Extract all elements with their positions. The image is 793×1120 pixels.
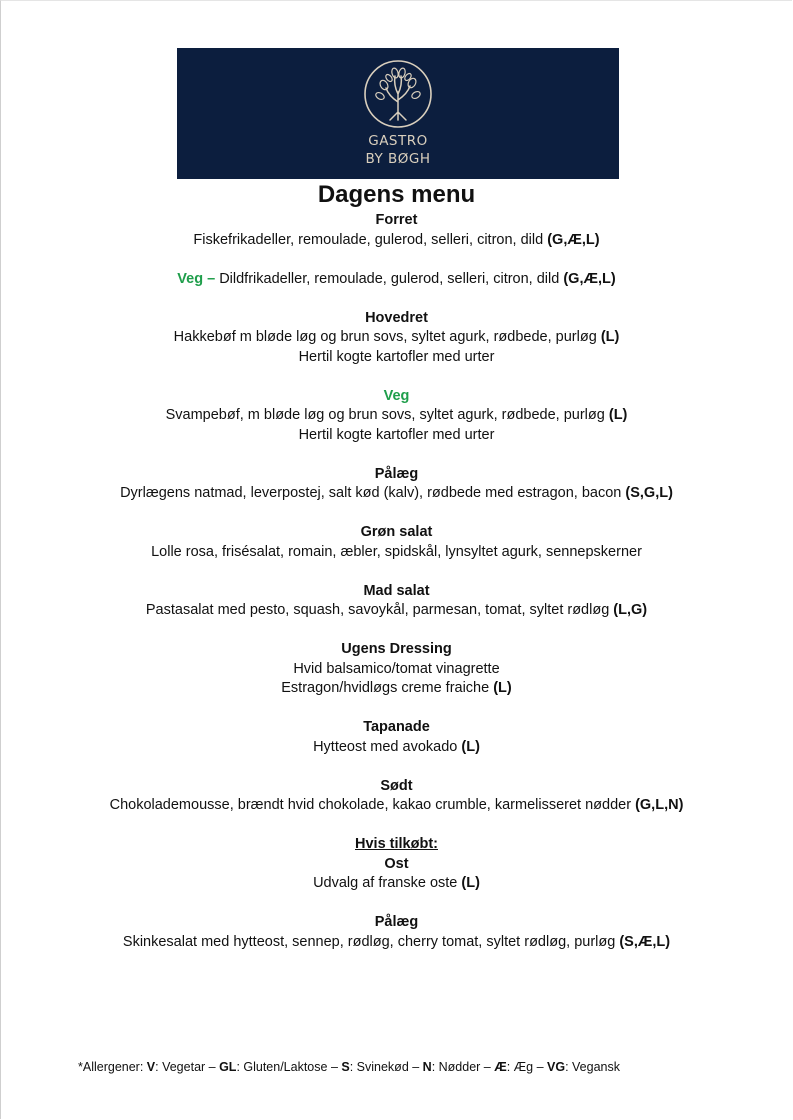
- menu-item: Skinkesalat med hytteost, sennep, rødløg, cherry tomat, syltet rødløg, purløg (S,Æ,L): [122, 933, 671, 950]
- allergen-code: (L): [493, 680, 512, 696]
- allergen-footnote: *Allergener: V: Vegetar – GL: Gluten/Laktose – S: Svinekød – N: Nødder – Æ: Æg – VG: Vegansk: [78, 1060, 620, 1074]
- allergen-code: (G,L,N): [635, 797, 684, 813]
- section-tapanade: [0, 718, 793, 757]
- allergen-code: (G,Æ,L): [547, 231, 600, 248]
- veg-heading: Veg: [383, 387, 410, 404]
- allergen-code: (S,Æ,L): [619, 933, 671, 950]
- section-heading: Hovedret: [365, 309, 428, 326]
- menu-side: Hertil kogte kartofler med urter: [298, 426, 495, 443]
- allergen-code: (L): [600, 329, 620, 345]
- allergen-code: (L): [461, 875, 480, 891]
- section-heading: Tapanade: [363, 719, 430, 735]
- menu-item: Hytteost med avokado (L): [313, 738, 480, 755]
- section-groen-salat: [0, 523, 793, 562]
- section-heading: Ost: [384, 855, 409, 872]
- allergen-code: (S,G,L): [625, 485, 673, 501]
- menu-content: [0, 211, 793, 952]
- menu-item: Dyrlægens natmad, leverpostej, salt kød (kalv), rødbede med estragon, bacon (S,G,L): [120, 485, 673, 501]
- section-heading: Pålæg: [374, 465, 419, 482]
- page-title: Dagens menu: [317, 181, 476, 208]
- logo-line-2: BY BØGH: [365, 151, 431, 167]
- section-heading: Sødt: [380, 777, 413, 794]
- section-hovedret: [0, 309, 793, 446]
- logo-banner: [177, 48, 619, 179]
- allergen-code: (L): [461, 738, 480, 755]
- section-heading: Mad salat: [363, 582, 430, 599]
- allergen-code: (L,G): [613, 602, 648, 618]
- section-dressing: [0, 640, 793, 699]
- logo-line-1: GASTRO: [368, 133, 428, 149]
- menu-item: Estragon/hvidløgs creme fraiche (L): [281, 680, 512, 696]
- allergen-code: (L): [608, 407, 628, 423]
- menu-item-veg: Svampebøf, m bløde løg og brun sovs, syltet agurk, rødbede, purløg (L): [165, 407, 628, 423]
- menu-item: Chokolademousse, brændt hvid chokolade, kakao crumble, karmelisseret nødder (G,L,N): [109, 797, 684, 813]
- section-tilkoebt: [0, 835, 793, 952]
- menu-item: Pastasalat med pesto, squash, savoykål, parmesan, tomat, syltet rødløg (L,G): [145, 602, 648, 618]
- menu-item: Udvalg af franske oste (L): [313, 875, 480, 891]
- menu-item-veg: Veg – Dildfrikadeller, remoulade, gulerod, selleri, citron, dild (G,Æ,L): [177, 270, 616, 287]
- menu-item: Hakkebøf m bløde løg og brun sovs, syltet agurk, rødbede, purløg (L): [173, 329, 620, 345]
- section-paalaeg: [0, 465, 793, 504]
- section-forret: [0, 211, 793, 289]
- section-heading-tilkoebt: Hvis tilkøbt:: [355, 836, 438, 852]
- allergen-code: (G,Æ,L): [563, 270, 616, 287]
- veg-label: Veg –: [177, 270, 220, 287]
- menu-item: Lolle rosa, frisésalat, romain, æbler, spidskål, lynsyltet agurk, sennepskerner: [151, 543, 642, 560]
- menu-item: Fiskefrikadeller, remoulade, gulerod, selleri, citron, dild (G,Æ,L): [193, 231, 600, 248]
- tree-icon: [362, 58, 434, 130]
- section-mad-salat: [0, 582, 793, 621]
- section-heading: Forret: [375, 212, 418, 228]
- section-heading: Ugens Dressing: [341, 641, 452, 657]
- section-heading: Pålæg: [374, 914, 419, 930]
- menu-item: Hvid balsamico/tomat vinagrette: [293, 660, 500, 677]
- menu-side: Hertil kogte kartofler med urter: [298, 348, 495, 365]
- section-heading: Grøn salat: [360, 524, 433, 540]
- section-soedt: [0, 777, 793, 816]
